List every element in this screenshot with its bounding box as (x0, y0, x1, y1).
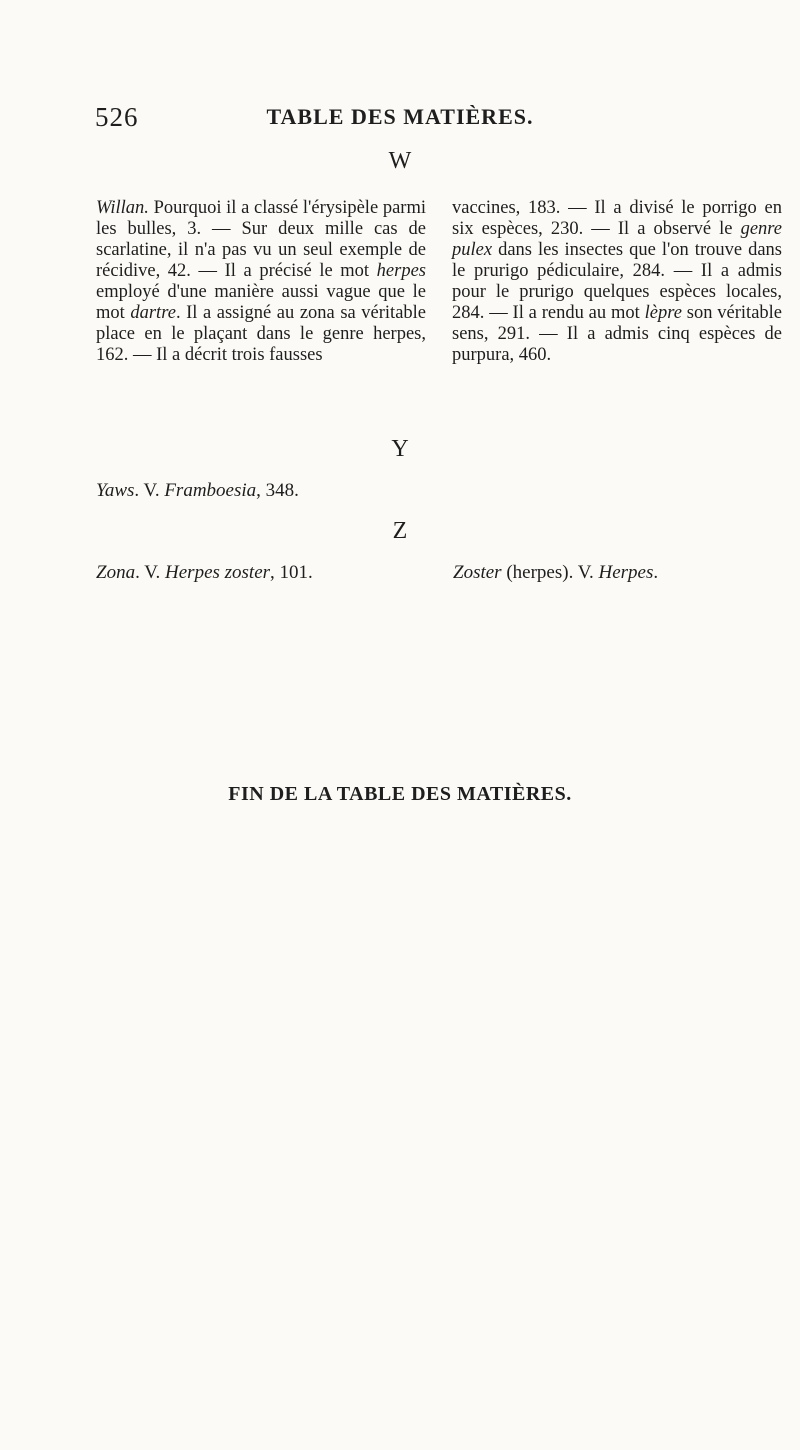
entry-text: employé d'une manière aussi vague que le mot (96, 282, 426, 323)
entry-text: son véritable sens, 291. — Il a admis cinq espèces de purpura, 460. (452, 303, 783, 365)
entry-zoster (453, 562, 658, 584)
entry-reference: Framboesia (164, 480, 257, 501)
entry-willan-continued (452, 198, 782, 366)
entry-page: , 348. (256, 480, 299, 501)
entry-reference: Herpes (598, 562, 654, 583)
entry-text: . V. (135, 562, 166, 583)
end-of-table: FIN DE LA TABLE DES MATIÈRES. (228, 783, 572, 805)
entry-term-herpes: herpes (376, 261, 426, 281)
entry-term-genre-pulex: genre pulex (452, 219, 782, 260)
entry-willan-left-column (96, 198, 426, 366)
entry-willan-right-column (452, 198, 782, 366)
section-letter-z: Z (392, 518, 408, 544)
running-title: TABLE DES MATIÈRES. (266, 104, 534, 129)
entry-text: Pourquoi il a classé l'érysipèle parmi les bulles, 3. — Sur deux mille cas de scarlatine, il n'a pas vu un seul exemple de récidive, 42. — Il a précisé le mot (96, 198, 426, 281)
section-letter-w: W (388, 148, 412, 174)
entry-text: vaccines, 183. — Il a divisé le porrigo en six espèces, 230. — Il a observé le (452, 198, 782, 239)
entry-text: dans les insectes que l'on trouve dans le prurigo pédiculaire, 284. — Il a admis pour le prurigo quelques espèces locales, 284. — Il a rendu au mot (452, 240, 782, 323)
entry-text: . Il a assigné au zona sa véritable place en le plaçant dans le genre herpes, 162. — Il a décrit trois fausses (96, 303, 427, 365)
entry-willan (96, 198, 426, 366)
entry-text: . V. (134, 480, 165, 501)
entry-yaws (96, 480, 299, 502)
entry-zona (96, 562, 313, 584)
entry-reference: Herpes zoster (165, 562, 271, 583)
entry-term-zoster: Zoster (453, 562, 502, 583)
page-number: 526 (95, 102, 139, 132)
entry-text: (herpes). V. (501, 562, 599, 583)
entry-page: , 101. (270, 562, 313, 583)
entry-term-lepre: lèpre (644, 303, 682, 323)
section-letter-y: Y (391, 436, 409, 462)
entry-term-yaws: Yaws (96, 480, 135, 501)
entry-term-zona: Zona (96, 562, 136, 583)
entry-term-willan: Willan. (96, 198, 149, 218)
entry-term-dartre: dartre (130, 303, 176, 323)
entry-page: . (653, 562, 659, 583)
